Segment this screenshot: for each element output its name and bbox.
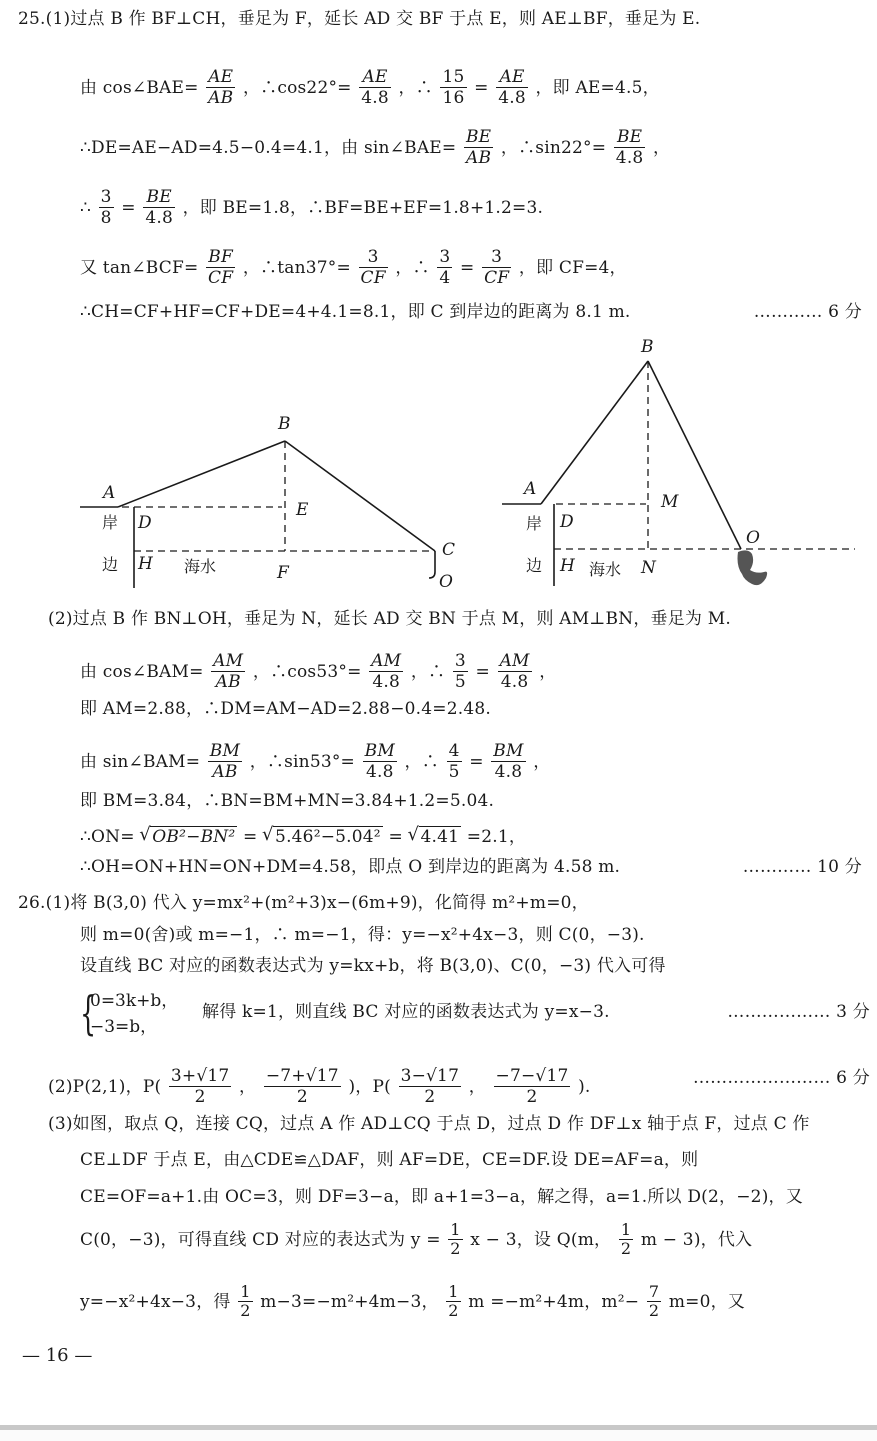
equation-system [80, 986, 200, 1042]
fraction: $\frac{4}{5}$ [448, 741, 460, 782]
text: ，∴sin53°= [249, 752, 356, 772]
q25-p2-line5: 即 BM=3.84，∴BN=BM+MN=3.84+1.2=5.04. [80, 791, 495, 811]
text: = [121, 198, 136, 218]
fraction: $\frac{3}{8}$ [100, 187, 112, 228]
q25-p2-line4 [80, 742, 550, 783]
text: ，∴tan37°= [242, 258, 351, 278]
text: y=−x²+4x−3，得 [80, 1292, 231, 1312]
svg-text:边: 边 [102, 555, 119, 574]
fraction: $\frac{AM}{4.8}$ [499, 651, 530, 692]
fraction: $\frac{7}{2}$ [648, 1282, 660, 1320]
svg-text:岸: 岸 [526, 514, 543, 533]
svg-text:A: A [103, 483, 116, 503]
text: ，即 CF=4， [518, 258, 627, 278]
fraction: $\frac{1}{2}$ [620, 1220, 632, 1258]
text: = [475, 662, 490, 682]
sqrt-expression: √ OB²−BN² [140, 826, 237, 848]
svg-text:B: B [641, 337, 654, 357]
fraction: $\frac{BM}{4.8}$ [364, 741, 395, 782]
svg-text:D: D [560, 512, 574, 532]
q26-p1-line3: 设直线 BC 对应的函数表达式为 y=kx+b，将 B(3,0)、C(0，−3) 代入可得 [80, 956, 666, 976]
q25-p1-line5 [80, 248, 627, 289]
text: ∴OH=ON+HN=ON+DM=4.58，即点 O 到岸边的距离为 4.58 m. [80, 857, 621, 877]
fraction: $\frac{AE}{AB}$ [208, 67, 234, 108]
q25-p1-line3 [80, 128, 670, 169]
text: m =−m²+4m，m²− [468, 1292, 640, 1312]
fraction: $\frac{3}{4}$ [439, 247, 451, 288]
q26-p3-line5 [80, 1284, 745, 1321]
q25-p1-line1: 25.(1)过点 B 作 BF⊥CH，垂足为 F，延长 AD 交 BF 于点 E，则 AE⊥BF，垂足为 E. [18, 9, 701, 29]
text: )，P( [348, 1077, 391, 1097]
text: ， [653, 138, 671, 158]
fish-icon [738, 550, 768, 585]
q25-p1-line2 [80, 68, 660, 109]
text: ∴ [80, 198, 92, 218]
text: ， [468, 1077, 486, 1097]
svg-text:N: N [641, 558, 656, 578]
fraction: $\frac{-7+√17}{2}$ [265, 1066, 339, 1107]
text: =2.1， [466, 827, 527, 847]
fraction: $\frac{AM}{4.8}$ [371, 651, 402, 692]
svg-text:M: M [661, 492, 679, 512]
svg-text:A: A [524, 479, 537, 499]
fraction: $\frac{3+√17}{2}$ [170, 1066, 230, 1107]
text: 由 cos∠BAE= [80, 78, 199, 98]
text: C(0，−3)，可得直线 CD 对应的表达式为 y = [80, 1230, 441, 1250]
text: ，即 BE=1.8，∴BF=BE+EF=1.8+1.2=3. [182, 198, 544, 218]
q26-p1-line1: 26.(1)将 B(3,0) 代入 y=mx²+(m²+3)x−(6m+9)，化简得 m²+m=0， [18, 893, 589, 913]
q26-p3-line4 [80, 1222, 752, 1259]
score-label: …………………… 6 分 [692, 1068, 870, 1088]
fraction: $\frac{3}{CF}$ [360, 247, 386, 288]
svg-text:O: O [746, 528, 760, 548]
svg-text:C: C [442, 540, 456, 560]
q25-p2-line6 [80, 826, 526, 848]
q25-p2-line7 [80, 856, 870, 878]
score-label: ………… 10 分 [742, 857, 862, 877]
svg-text:海水: 海水 [589, 560, 622, 579]
fraction: $\frac{AM}{AB}$ [213, 651, 244, 692]
sqrt-expression: √ 5.46²−5.04² [263, 826, 383, 848]
fraction: $\frac{BM}{AB}$ [209, 741, 241, 782]
q25-p2-line3: 即 AM=2.88，∴DM=AM−AD=2.88−0.4=2.48. [80, 699, 491, 719]
svg-text:O: O [439, 572, 453, 592]
fraction: $\frac{1}{2}$ [240, 1282, 251, 1320]
text: m−3=−m²+4m−3， [260, 1292, 439, 1312]
fraction: $\frac{AE}{4.8}$ [361, 67, 389, 108]
text: x − 3，设 Q(m， [470, 1230, 612, 1250]
svg-text:F: F [277, 563, 289, 583]
text: m=0，又 [668, 1292, 745, 1312]
text: ，∴cos22°= [242, 78, 352, 98]
svg-text:E: E [296, 500, 309, 520]
fraction: $\frac{AE}{4.8}$ [498, 67, 526, 108]
text: ∴CH=CF+HF=CF+DE=4+4.1=8.1，即 C 到岸边的距离为 8.1 m. [80, 302, 631, 322]
fraction: $\frac{BF}{CF}$ [208, 247, 234, 288]
text: ， [239, 1077, 257, 1097]
text: (2)P(2,1)，P( [48, 1077, 162, 1097]
text: = [388, 827, 403, 847]
q26-p3-line2: CE⊥DF 于点 E，由△CDE≌△DAF，则 AF=DE，CE=DF.设 DE=AF=a，则 [80, 1150, 699, 1170]
text: ，即 AE=4.5， [535, 78, 660, 98]
text: 由 cos∠BAM= [80, 662, 204, 682]
q25-p1-line6 [80, 301, 870, 323]
text: ，∴ [404, 752, 439, 772]
svg-text:H: H [138, 554, 153, 574]
score-label: ………… 6 分 [753, 302, 862, 322]
q26-p1-line4 [202, 1001, 870, 1023]
left-brace: { [80, 986, 97, 1040]
svg-text:岸: 岸 [102, 513, 119, 532]
text: ，∴ [398, 78, 433, 98]
text: ，∴ [410, 662, 446, 682]
fraction: $\frac{1}{2}$ [448, 1282, 459, 1320]
q26-p3-line3: CE=OF=a+1.由 OC=3，则 DF=3−a，即 a+1=3−a，解之得，a=1.所以 D(2，−2)，又 [80, 1187, 803, 1207]
q26-p1-line2: 则 m=0(舍)或 m=−1，∴ m=−1，得：y=−x²+4x−3，则 C(0，−3). [80, 925, 645, 945]
system-row-2: −3=b， [90, 1017, 158, 1037]
text: ，∴sin22°= [500, 138, 607, 158]
score-label: ……………… 3 分 [727, 1002, 870, 1022]
fraction: $\frac{15}{16}$ [442, 67, 465, 108]
text: ，∴cos53°= [252, 662, 362, 682]
fraction: $\frac{-7-√17}{2}$ [495, 1066, 569, 1107]
svg-text:D: D [138, 513, 152, 533]
text: ， [533, 752, 551, 772]
fraction: $\frac{BE}{AB}$ [465, 127, 492, 168]
q26-p3-line1: (3)如图，取点 Q，连接 CQ，过点 A 作 AD⊥CQ 于点 D，过点 D 作 DF⊥x 轴于点 F，过点 C 作 [48, 1114, 810, 1134]
text: m − 3)，代入 [640, 1230, 753, 1250]
q26-p2-line [48, 1067, 870, 1108]
text: ，∴ [395, 258, 430, 278]
svg-text:H: H [560, 556, 575, 576]
text: = [460, 258, 475, 278]
text: = [469, 752, 484, 772]
text: 由 sin∠BAM= [80, 752, 201, 772]
text: = [474, 78, 489, 98]
q25-p2-line1: (2)过点 B 作 BN⊥OH，垂足为 N，延长 AD 交 BN 于点 M，则 AM⊥BN，垂足为 M. [48, 609, 731, 629]
fraction: $\frac{BM}{4.8}$ [493, 741, 524, 782]
fraction: $\frac{3}{5}$ [454, 651, 466, 692]
figure-1-diagram [70, 400, 480, 600]
fraction: $\frac{BE}{4.8}$ [145, 187, 173, 228]
fraction: $\frac{1}{2}$ [450, 1220, 461, 1258]
text: ). [578, 1077, 591, 1097]
svg-text:海水: 海水 [184, 557, 217, 576]
text: = [242, 827, 258, 847]
q25-p1-line4 [80, 188, 543, 229]
figure-2-diagram [490, 330, 877, 600]
svg-text:边: 边 [526, 556, 543, 575]
text: ， [539, 662, 557, 682]
text: 解得 k=1，则直线 BC 对应的函数表达式为 y=x−3. [202, 1002, 610, 1022]
fraction: $\frac{BE}{4.8}$ [615, 127, 644, 168]
fraction: $\frac{3}{CF}$ [484, 247, 510, 288]
page-number: — 16 — [22, 1345, 93, 1366]
fraction: $\frac{3-√17}{2}$ [400, 1066, 460, 1107]
text: ∴DE=AE−AD=4.5−0.4=4.1，由 sin∠BAE= [80, 138, 457, 158]
next-page-edge [0, 1430, 877, 1441]
system-row-1: 0=3k+b， [90, 991, 179, 1011]
text: 又 tan∠BCF= [80, 258, 199, 278]
q25-p2-line2 [80, 652, 556, 693]
svg-text:B: B [278, 414, 291, 434]
sqrt-expression: √ 4.41 [409, 826, 462, 848]
text: ∴ON= [80, 827, 135, 847]
